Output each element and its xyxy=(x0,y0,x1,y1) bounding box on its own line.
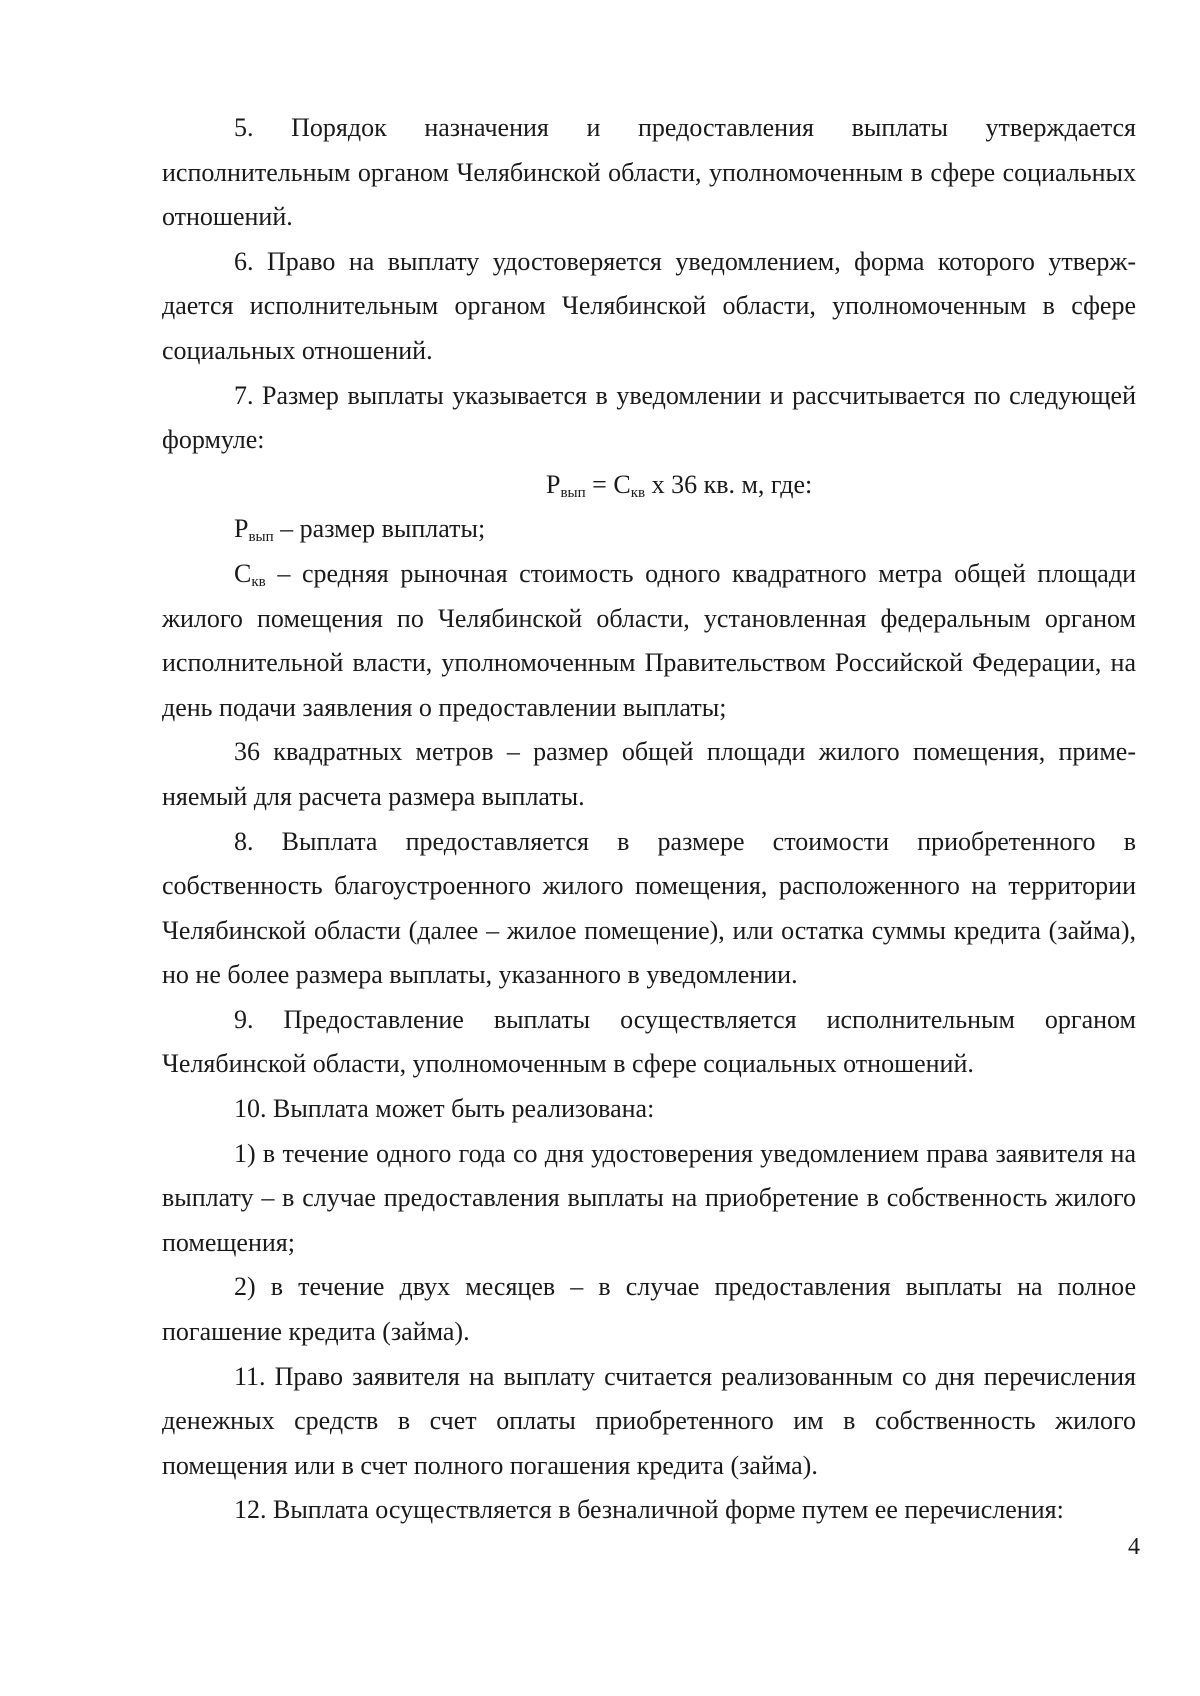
payment-formula xyxy=(162,463,1136,508)
definition-text: – размер выплаты; xyxy=(273,514,486,544)
paragraph-12: 12. Выплата осуществляется в безналичной форме путем ее перечисления: xyxy=(234,1495,1064,1525)
page-number: 4 xyxy=(1128,1534,1140,1560)
formula-rhs-subscript: кв xyxy=(630,484,646,501)
paragraph-10-item-2: 2) в течение двух месяцев – в случае предоставления выплаты на полное погашение кредита (займа). xyxy=(162,1272,1136,1347)
definition-subscript: кв xyxy=(251,573,266,590)
paragraph-5: 5. Порядок назначения и предоставления выплаты утверждается исполнительным органом Челябинской области, уполномоченным в сфере социальных отношений. xyxy=(162,113,1136,232)
definition-symbol: Р xyxy=(234,514,249,544)
paragraph-7: 7. Размер выплаты указывается в уведомлении и рассчитывается по следующей формуле: xyxy=(162,380,1136,455)
paragraph-6: 6. Право на выплату удостоверяется уведомлением, форма которого утверж-дается исполнительным органом Челябинской области, уполномоченным в сфере социальных отношений. xyxy=(162,246,1136,365)
paragraph-11: 11. Право заявителя на выплату считается реализованным со дня перечисления денежных средств в счет оплаты приобретенного им в собственность жилого помещения или в счет полного погашения кредита (займа). xyxy=(162,1361,1136,1480)
paragraph-8: 8. Выплата предоставляется в размере стоимости приобретенного в собственность благоустроенного жилого помещения, расположенного на территории Челябинской области (далее – жилое помещение), или остатка суммы кредита (займа), но не более размера выплаты, указанного в уведомлении. xyxy=(162,826,1136,990)
formula-equals: = xyxy=(585,469,614,499)
definition-market-cost xyxy=(162,552,1136,730)
formula-lhs-subscript: вып xyxy=(560,484,586,501)
definition-symbol: С xyxy=(234,558,252,588)
paragraph-10-item-1: 1) в течение одного года со дня удостоверения уведомлением права заявителя на выплату – в случае предоставления выплаты на приобретение в собственность жилого помещения; xyxy=(162,1138,1136,1257)
formula-rhs-symbol: С xyxy=(613,469,631,499)
paragraph-10: 10. Выплата может быть реализована: xyxy=(234,1094,655,1124)
paragraph-9: 9. Предоставление выплаты осуществляется исполнительным органом Челябинской области, уполномоченным в сфере социальных отношений. xyxy=(162,1004,1136,1079)
definition-subscript: вып xyxy=(248,529,274,546)
definition-payment-size xyxy=(162,507,1136,552)
formula-rest: х 36 кв. м, где: xyxy=(645,469,813,499)
formula-lhs-symbol: Р xyxy=(546,469,561,499)
definition-area: 36 квадратных метров – размер общей площади жилого помещения, приме-няемый для расчета размера выплаты. xyxy=(162,737,1136,811)
definition-text: – средняя рыночная стоимость одного квадратного метра общей площади жилого помещения по Челябинской области, установленная федеральным органом исполнительной власти, уполномоченным Правительством Российской Федерации, на день подачи заявления о предоставлении выплаты; xyxy=(162,558,1136,722)
